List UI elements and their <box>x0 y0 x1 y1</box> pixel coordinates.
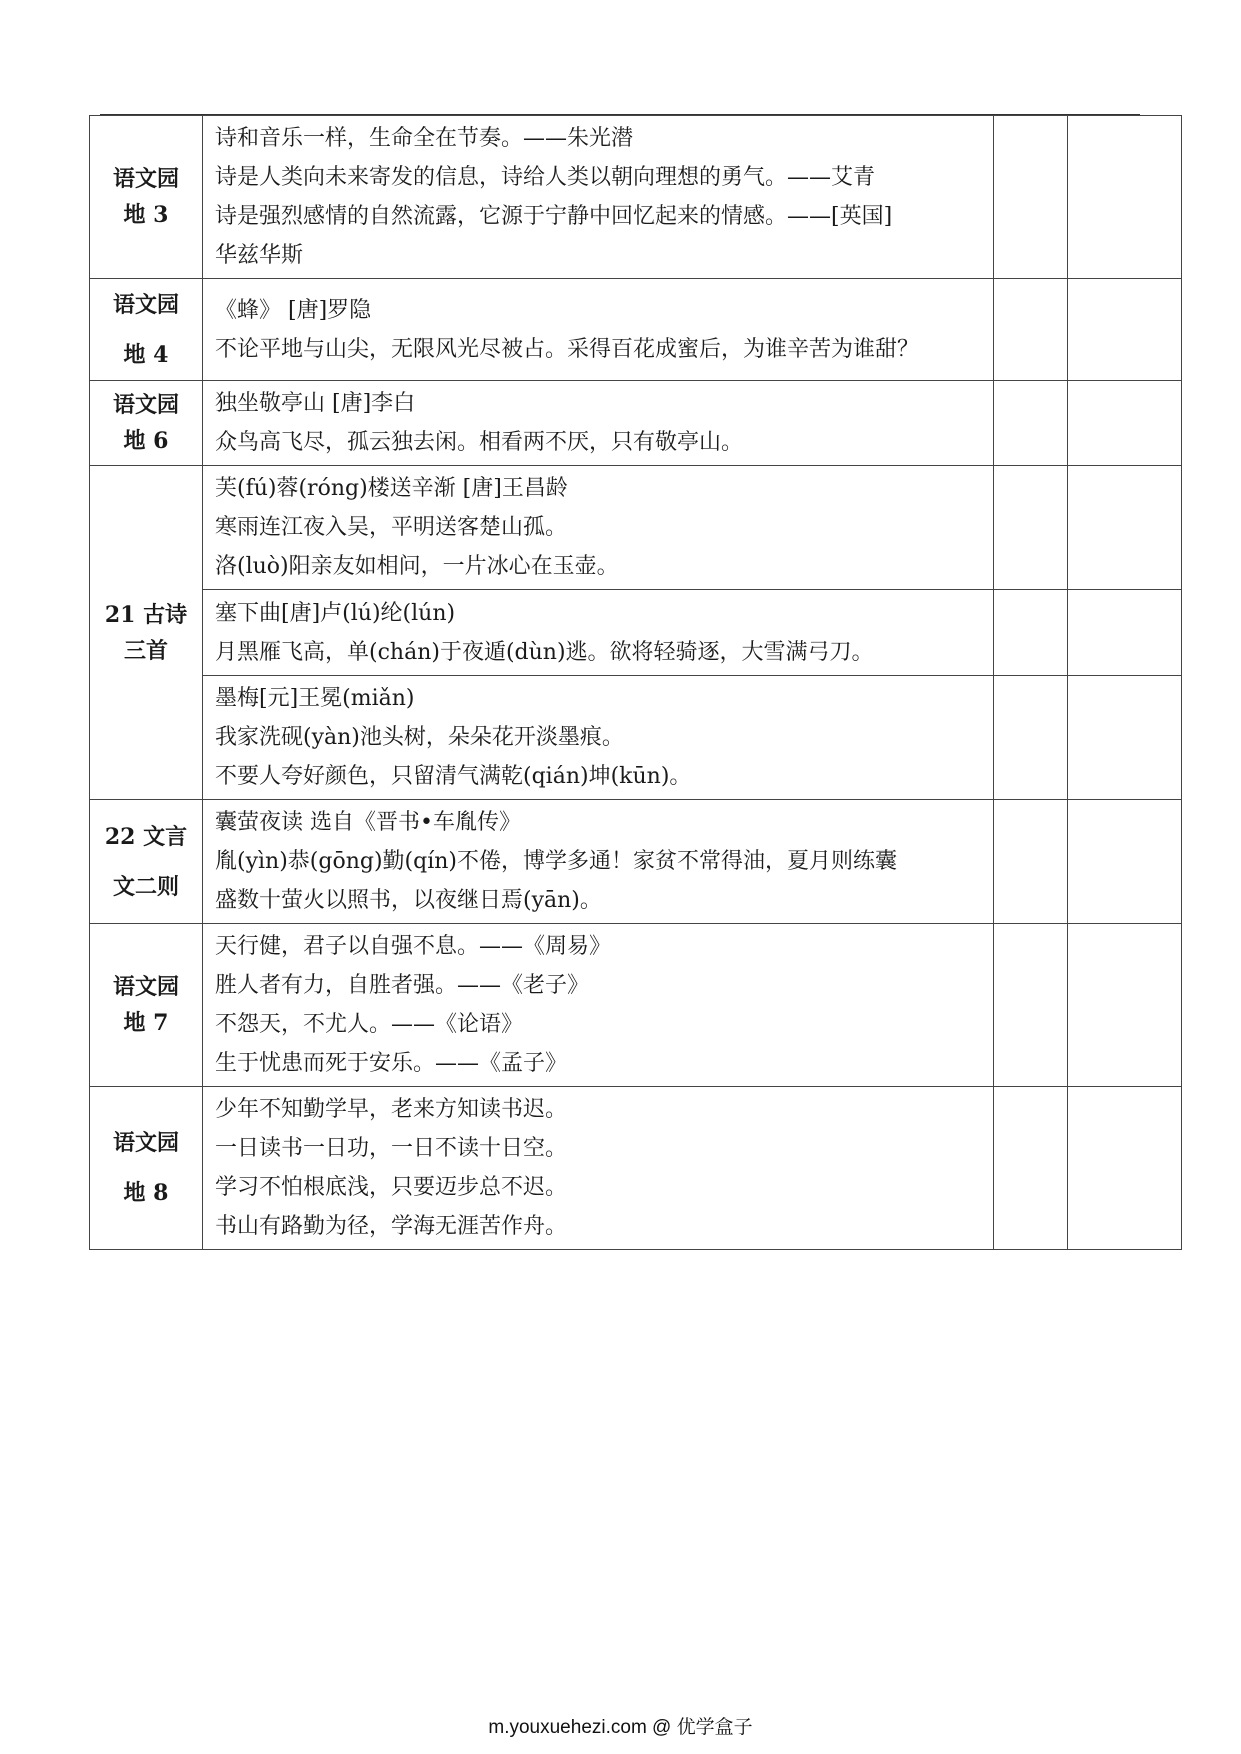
signature-cell[interactable] <box>1068 381 1182 466</box>
check-cell[interactable] <box>994 279 1068 381</box>
recitation-table <box>89 115 1182 1250</box>
signature-cell[interactable] <box>1068 279 1182 381</box>
recitation-text <box>203 924 994 1087</box>
check-cell[interactable] <box>994 924 1068 1087</box>
text-line: 诗是人类向未来寄发的信息，诗给人类以朝向理想的勇气。——艾青 <box>215 165 876 190</box>
lesson-title: 21 古诗 三首 <box>90 466 203 800</box>
table-row <box>90 676 1182 800</box>
text-line: 《蜂》 [唐]罗隐 <box>215 297 372 323</box>
text-line: 诗是强烈感情的自然流露，它源于宁静中回忆起来的情感。——[英国] <box>215 204 893 229</box>
text-line: 囊萤夜读 选自《晋书•车胤传》 <box>215 810 521 835</box>
text-line: 独坐敬亭山 [唐]李白 <box>215 391 416 416</box>
text-line: 塞下曲[唐]卢(lú)纶(lún) <box>215 600 456 626</box>
recitation-text <box>203 116 994 279</box>
text-line: 学习不怕根底浅，只要迈步总不迟。 <box>215 1175 568 1200</box>
signature-cell[interactable] <box>1068 466 1182 590</box>
text-line: 盛数十萤火以照书，以夜继日焉(yān)。 <box>215 888 602 913</box>
check-cell[interactable] <box>994 590 1068 676</box>
text-line: 芙(fú)蓉(róng)楼送辛渐 [唐]王昌龄 <box>215 476 568 501</box>
signature-cell[interactable] <box>1068 1087 1182 1250</box>
text-line: 我家洗砚(yàn)池头树，朵朵花开淡墨痕。 <box>215 725 624 750</box>
recitation-text <box>203 381 994 466</box>
check-cell[interactable] <box>994 466 1068 590</box>
lesson-title: 语文园 地 3 <box>90 116 203 279</box>
lesson-title: 语文园 地 7 <box>90 924 203 1087</box>
text-line: 洛(luò)阳亲友如相问，一片冰心在玉壶。 <box>215 554 619 579</box>
table-row <box>90 279 1182 381</box>
lesson-title: 22 文言 文二则 <box>90 800 203 924</box>
text-line: 不论平地与山尖，无限风光尽被占。采得百花成蜜后，为谁辛苦为谁甜？ <box>215 336 920 362</box>
recitation-text <box>203 1087 994 1250</box>
recitation-text <box>203 279 994 381</box>
table-row <box>90 590 1182 676</box>
text-line: 寒雨连江夜入吴，平明送客楚山孤。 <box>215 515 568 540</box>
text-line: 不怨天，不尤人。——《论语》 <box>215 1012 524 1037</box>
table-row <box>90 466 1182 590</box>
recitation-text <box>203 800 994 924</box>
signature-cell[interactable] <box>1068 800 1182 924</box>
text-line: 生于忧患而死于安乐。——《孟子》 <box>215 1051 568 1076</box>
signature-cell[interactable] <box>1068 590 1182 676</box>
text-line: 墨梅[元]王冕(miǎn) <box>215 686 415 711</box>
table-row <box>90 116 1182 279</box>
text-line: 胤(yìn)恭(gōng)勤(qín)不倦，博学多通！家贫不常得油，夏月则练囊 <box>215 849 898 874</box>
check-cell[interactable] <box>994 1087 1068 1250</box>
table-row <box>90 924 1182 1087</box>
text-line: 不要人夸好颜色，只留清气满乾(qián)坤(kūn)。 <box>215 764 692 789</box>
footer-watermark: m.youxuehezi.com @ 优学盒子 <box>488 1717 753 1738</box>
table-row <box>90 800 1182 924</box>
signature-cell[interactable] <box>1068 116 1182 279</box>
text-line: 众鸟高飞尽，孤云独去闲。相看两不厌，只有敬亭山。 <box>215 430 744 455</box>
text-line: 一日读书一日功，一日不读十日空。 <box>215 1136 568 1161</box>
text-line: 华兹华斯 <box>215 243 304 268</box>
text-line: 少年不知勤学早，老来方知读书迟。 <box>215 1097 568 1122</box>
check-cell[interactable] <box>994 676 1068 800</box>
lesson-title: 语文园 地 6 <box>90 381 203 466</box>
recitation-text <box>203 590 994 676</box>
check-cell[interactable] <box>994 116 1068 279</box>
text-line: 胜人者有力，自胜者强。——《老子》 <box>215 973 590 998</box>
text-line: 月黑雁飞高，单(chán)于夜遁(dùn)逃。欲将轻骑逐，大雪满弓刀。 <box>215 639 874 665</box>
check-cell[interactable] <box>994 381 1068 466</box>
signature-cell[interactable] <box>1068 676 1182 800</box>
lesson-title: 语文园 地 4 <box>90 279 203 381</box>
text-line: 书山有路勤为径，学海无涯苦作舟。 <box>215 1214 568 1239</box>
text-line: 天行健，君子以自强不息。——《周易》 <box>215 934 612 959</box>
lesson-title: 语文园 地 8 <box>90 1087 203 1250</box>
signature-cell[interactable] <box>1068 924 1182 1087</box>
check-cell[interactable] <box>994 800 1068 924</box>
recitation-text <box>203 676 994 800</box>
text-line: 诗和音乐一样，生命全在节奏。——朱光潜 <box>215 126 634 151</box>
recitation-text <box>203 466 994 590</box>
table-row <box>90 1087 1182 1250</box>
table-row <box>90 381 1182 466</box>
